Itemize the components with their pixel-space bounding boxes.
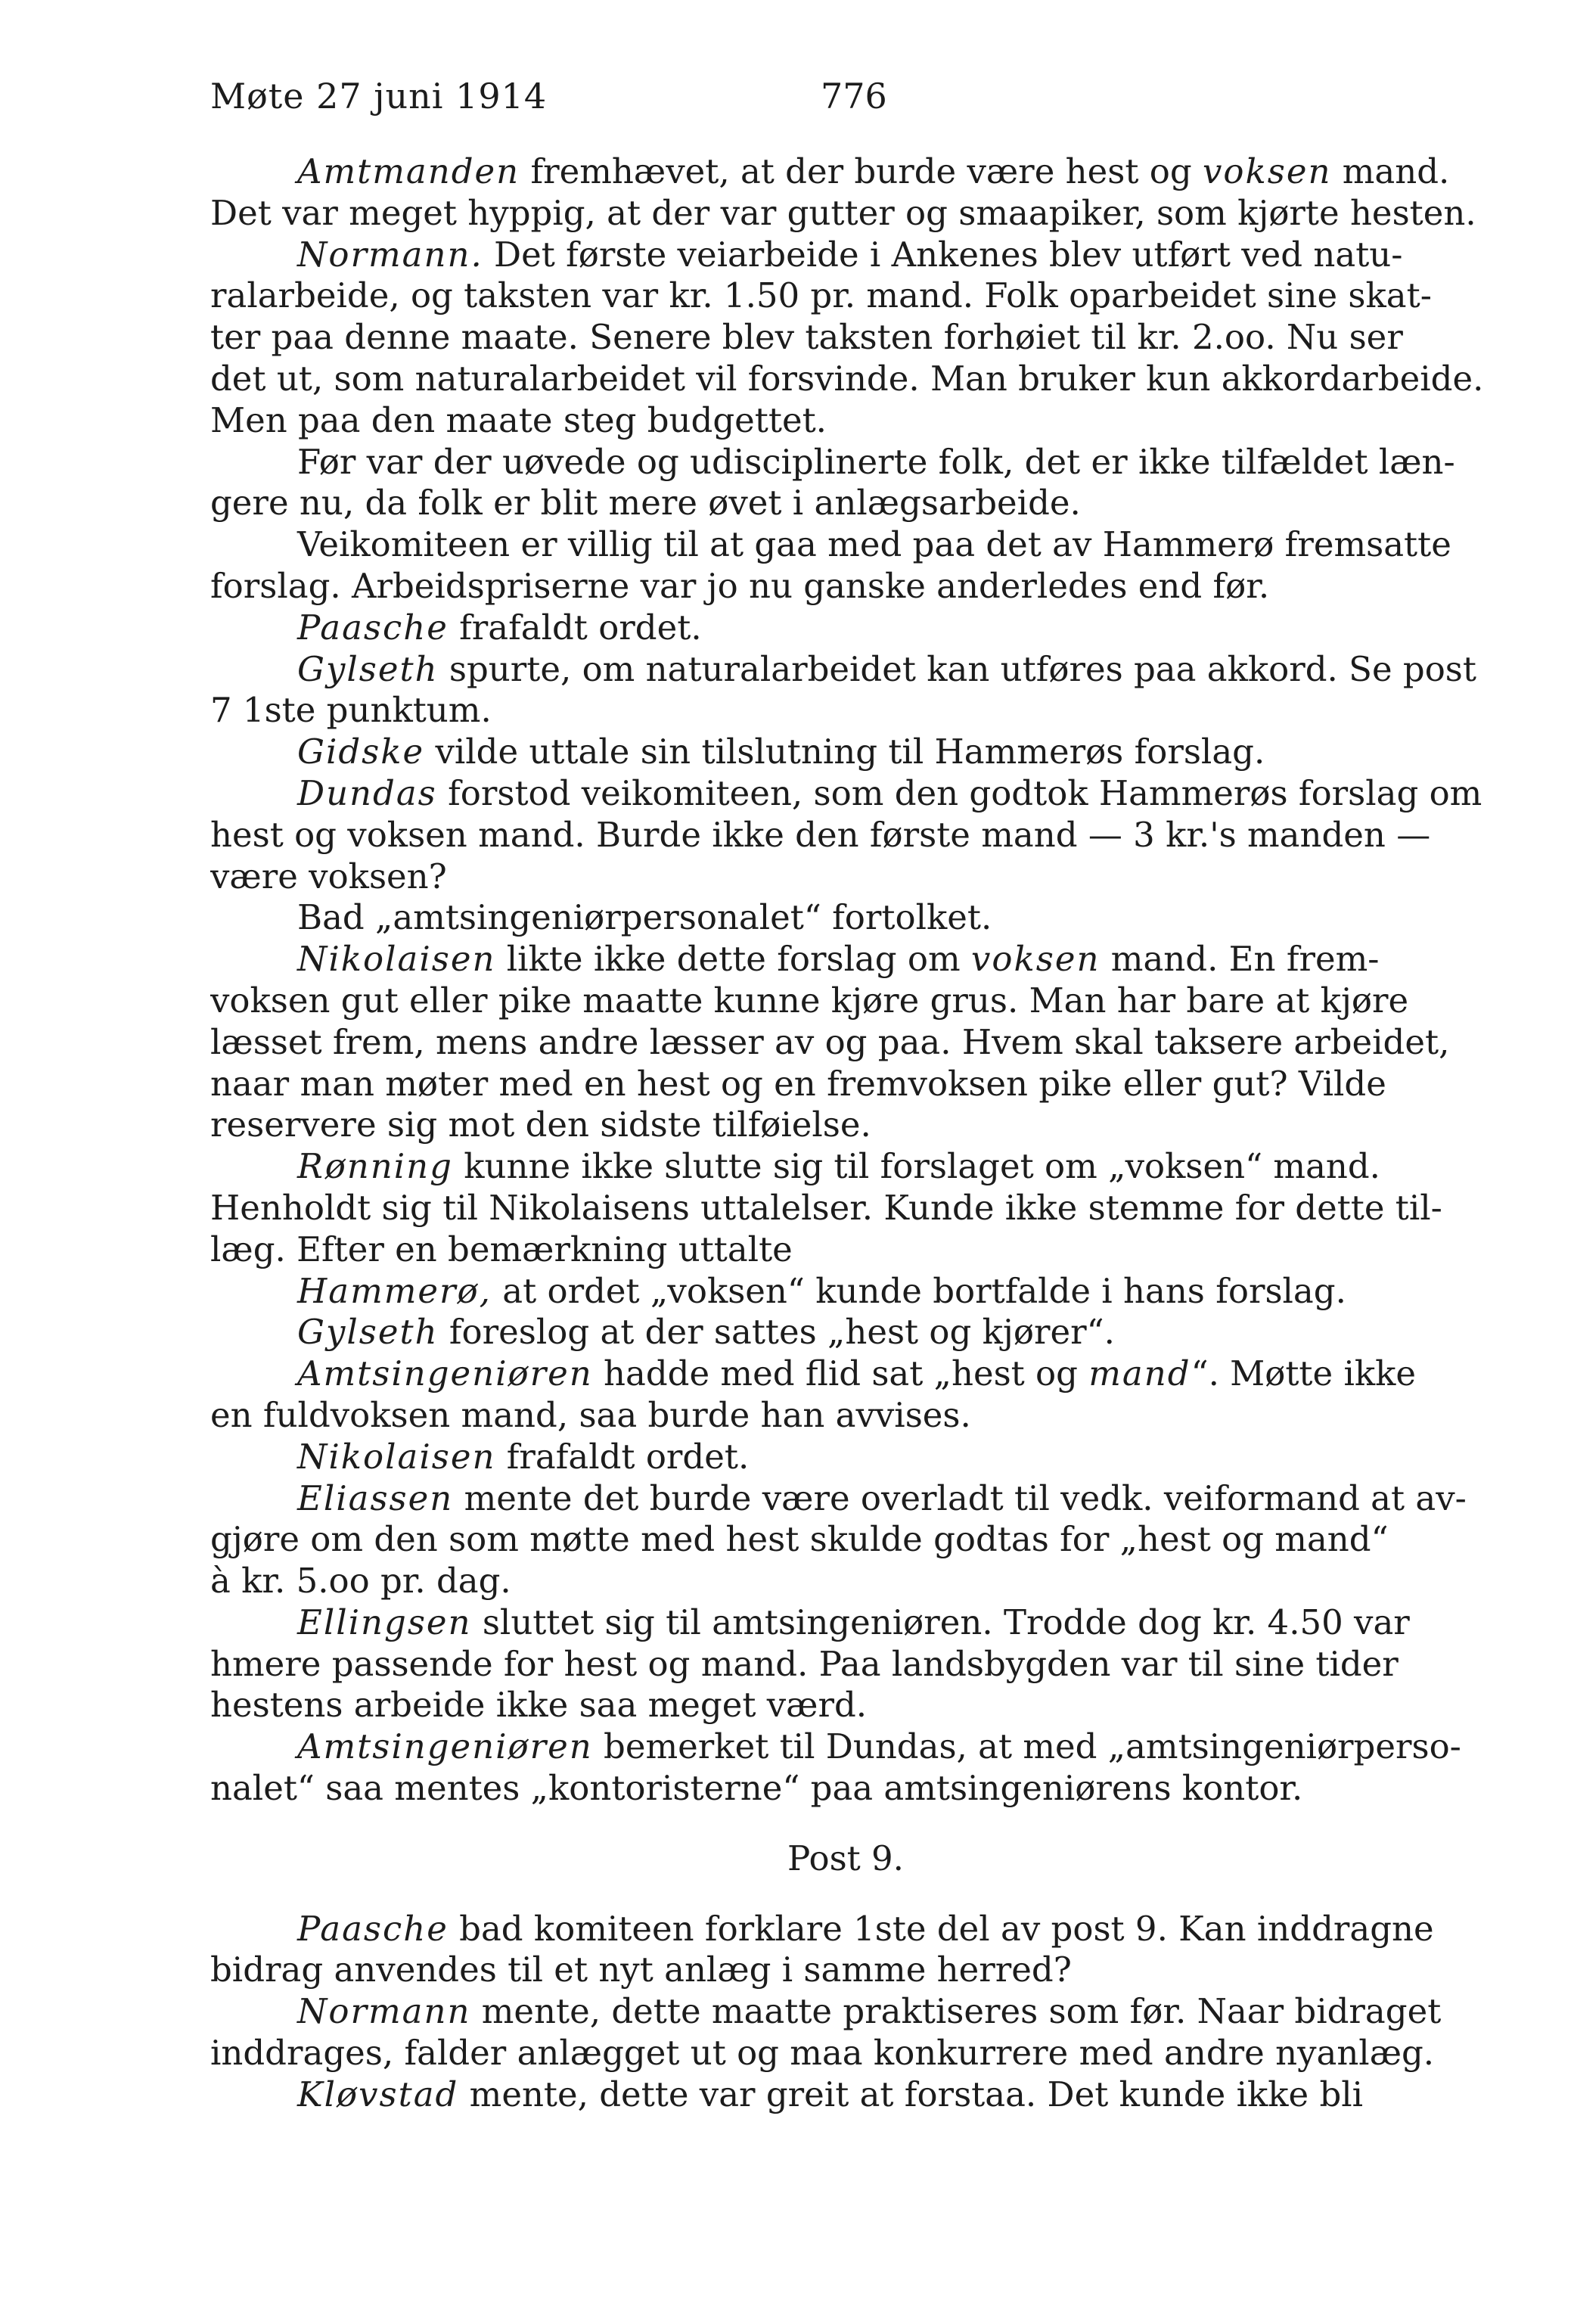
text-line: [210, 1146, 1511, 1188]
text-line: [210, 1437, 1511, 1478]
line-text: reservere sig mot den sidste tilføielse.: [210, 1105, 871, 1145]
text-line: [210, 1312, 1511, 1353]
text-line: [210, 1478, 1511, 1520]
line-text: ter paa denne maate. Senere blev taksten forhøiet til kr. 2.oo. Nu ser: [210, 317, 1403, 358]
text-line: [210, 1064, 1511, 1105]
text-line: [210, 732, 1511, 773]
speaker-name: Normann.: [297, 234, 483, 275]
line-text: hmere passende for hest og mand. Paa landsbygden var til sine tider: [210, 1643, 1399, 1684]
minutes-text: [210, 151, 1511, 2116]
speaker-name: Amtmanden: [297, 151, 520, 191]
line-text: Veikomiteen er villig til at gaa med paa det av Hammerø fremsatte: [297, 524, 1451, 565]
line-text: nalet“ saa mentes „kontoristerne“ paa amtsingeniørens kontor.: [210, 1768, 1303, 1809]
speaker-name: Eliassen: [297, 1477, 454, 1518]
text-line: [210, 649, 1511, 691]
text-line: [210, 690, 1511, 732]
line-text: forstod veikomiteen, som den godtok Hammerøs forslag om: [436, 772, 1482, 813]
line-text-tail: mand.: [1331, 151, 1450, 191]
text-line: [210, 939, 1511, 980]
line-text: Post 9.: [787, 1838, 904, 1878]
text-line: [210, 483, 1511, 524]
line-text: at ordet „voksen“ kunde bortfalde i hans forslag.: [491, 1270, 1346, 1311]
speaker-name: Gidske: [297, 732, 425, 772]
text-line: [210, 1188, 1511, 1229]
text-line: [210, 1395, 1511, 1437]
text-line: [210, 773, 1511, 815]
speaker-name: Amtsingeniøren: [297, 1353, 593, 1394]
line-text: læsset frem, mens andre læsser av og paa. Hvem skal taksere arbeidet,: [210, 1021, 1450, 1062]
line-text: gere nu, da folk er blit mere øvet i anlægsarbeide.: [210, 483, 1081, 524]
speaker-name: Nikolaisen: [297, 1436, 496, 1477]
line-text-tail: mand. En frem-: [1100, 939, 1380, 980]
line-text: spurte, om naturalarbeidet kan utføres paa akkord. Se post: [438, 648, 1476, 689]
emphasis: voksen: [970, 939, 1101, 980]
speaker-name: Gylseth: [297, 1312, 439, 1353]
text-line: [210, 1105, 1511, 1146]
text-line: [210, 235, 1511, 276]
line-text: Bad „amtsingeniørpersonalet“ fortolket.: [297, 897, 992, 938]
text-line: [210, 1602, 1511, 1644]
text-line: [210, 1991, 1511, 2033]
line-text: kunne ikke slutte sig til forslaget om „voksen“ mand.: [452, 1146, 1380, 1187]
text-line: [210, 2033, 1511, 2074]
speaker-name: Ellingsen: [297, 1602, 472, 1642]
line-text: mente, dette var greit at forstaa. Det kunde ikke bli: [458, 2074, 1364, 2114]
text-line: [210, 980, 1511, 1022]
paragraph-gap: [210, 1880, 1511, 1909]
text-line: [210, 566, 1511, 607]
text-line: [210, 1644, 1511, 1686]
line-text: Det første veiarbeide i Ankenes blev utført ved natu-: [483, 234, 1403, 275]
line-text: bad komiteen forklare 1ste del av post 9. Kan inddragne: [448, 1908, 1434, 1949]
line-text: være voksen?: [210, 856, 447, 896]
text-line: [210, 442, 1511, 483]
line-text: hadde med flid sat „hest og: [592, 1353, 1089, 1394]
text-line: [210, 400, 1511, 442]
text-line: [210, 359, 1511, 400]
text-line: [210, 524, 1511, 566]
paragraph-gap: [210, 1810, 1511, 1838]
line-text: naar man møter med en hest og en fremvoksen pike eller gut? Vilde: [210, 1063, 1386, 1104]
running-head: Møte 27 juni 1914: [210, 76, 548, 117]
speaker-name: Gylseth: [297, 648, 439, 689]
line-text: vilde uttale sin tilslutning til Hammerøs forslag.: [424, 732, 1265, 772]
line-text: hestens arbeide ikke saa meget værd.: [210, 1685, 868, 1726]
text-line: [210, 1768, 1511, 1810]
speaker-name: Hammerø,: [297, 1270, 492, 1311]
speaker-name: Amtsingeniøren: [297, 1726, 593, 1767]
line-text: likte ikke dette forslag om: [495, 939, 971, 980]
line-text: Det var meget hyppig, at der var gutter og smaapiker, som kjørte hesten.: [210, 192, 1476, 233]
speaker-name: Kløvstad: [297, 2074, 459, 2114]
page-number: 776: [821, 76, 887, 117]
text-line: [210, 856, 1511, 898]
text-line: [210, 1909, 1511, 1950]
line-text: Henholdt sig til Nikolaisens uttalelser. Kunde ikke stemme for dette til-: [210, 1187, 1442, 1228]
text-line: [210, 1726, 1511, 1768]
line-text: mente det burde være overladt til vedk. veiformand at av-: [453, 1477, 1467, 1518]
speaker-name: Paasche: [297, 607, 449, 648]
speaker-name: Nikolaisen: [297, 939, 496, 980]
line-text: fremhævet, at der burde være hest og: [520, 151, 1203, 191]
text-line: [210, 151, 1511, 193]
line-text: foreslog at der sattes „hest og kjører“.: [438, 1312, 1115, 1353]
text-line: [210, 1685, 1511, 1726]
line-text: bemerket til Dundas, at med „amtsingeniørperso-: [592, 1726, 1461, 1767]
line-text: bidrag anvendes til et nyt anlæg i samme herred?: [210, 1950, 1072, 1990]
text-line: [210, 1519, 1511, 1561]
text-line: [210, 275, 1511, 317]
line-text: Før var der uøvede og udisciplinerte folk, det er ikke tilfældet læn-: [297, 441, 1455, 482]
line-text: hest og voksen mand. Burde ikke den første mand — 3 kr.'s manden —: [210, 814, 1431, 855]
line-text: voksen gut eller pike maatte kunne kjøre grus. Man har bare at kjøre: [210, 980, 1409, 1021]
speaker-name: Dundas: [297, 772, 437, 813]
speaker-name: Rønning: [297, 1146, 453, 1187]
text-line: [210, 2074, 1511, 2116]
line-text: forslag. Arbeidspriserne var jo nu ganske anderledes end før.: [210, 565, 1270, 606]
emphasis: voksen: [1202, 151, 1332, 191]
line-text: en fuldvoksen mand, saa burde han avvises.: [210, 1394, 971, 1435]
speaker-name: Paasche: [297, 1908, 449, 1949]
text-line: [210, 317, 1511, 359]
emphasis: mand: [1088, 1353, 1191, 1394]
text-line: [210, 1950, 1511, 1991]
line-text-tail: “. Møtte ikke: [1191, 1353, 1417, 1394]
text-line: [210, 1561, 1511, 1602]
text-line: [210, 1271, 1511, 1313]
line-text: sluttet sig til amtsingeniøren. Trodde dog kr. 4.50 var: [471, 1602, 1410, 1642]
text-line: [210, 1353, 1511, 1395]
text-line: [210, 1022, 1511, 1064]
line-text: ralarbeide, og taksten var kr. 1.50 pr. mand. Folk oparbeidet sine skat-: [210, 275, 1432, 316]
line-text: inddrages, falder anlægget ut og maa konkurrere med andre nyanlæg.: [210, 2033, 1435, 2074]
text-line: [210, 897, 1511, 939]
section-heading: [210, 1838, 1511, 1880]
line-text: det ut, som naturalarbeidet vil forsvinde. Man bruker kun akkordarbeide.: [210, 358, 1484, 399]
line-text: Men paa den maate steg budgettet.: [210, 399, 827, 440]
line-text: frafaldt ordet.: [448, 607, 702, 648]
text-line: [210, 193, 1511, 235]
text-line: [210, 607, 1511, 649]
text-line: [210, 1229, 1511, 1271]
text-line: [210, 815, 1511, 856]
line-text: gjøre om den som møtte med hest skulde godtas for „hest og mand“: [210, 1519, 1389, 1560]
speaker-name: Normann: [297, 1991, 471, 2032]
line-text: 7 1ste punktum.: [210, 690, 492, 731]
line-text: mente, dette maatte praktiseres som før. Naar bidraget: [470, 1991, 1442, 2032]
line-text: à kr. 5.oo pr. dag.: [210, 1561, 511, 1602]
line-text: frafaldt ordet.: [495, 1436, 750, 1477]
line-text: læg. Efter en bemærkning uttalte: [210, 1229, 793, 1269]
